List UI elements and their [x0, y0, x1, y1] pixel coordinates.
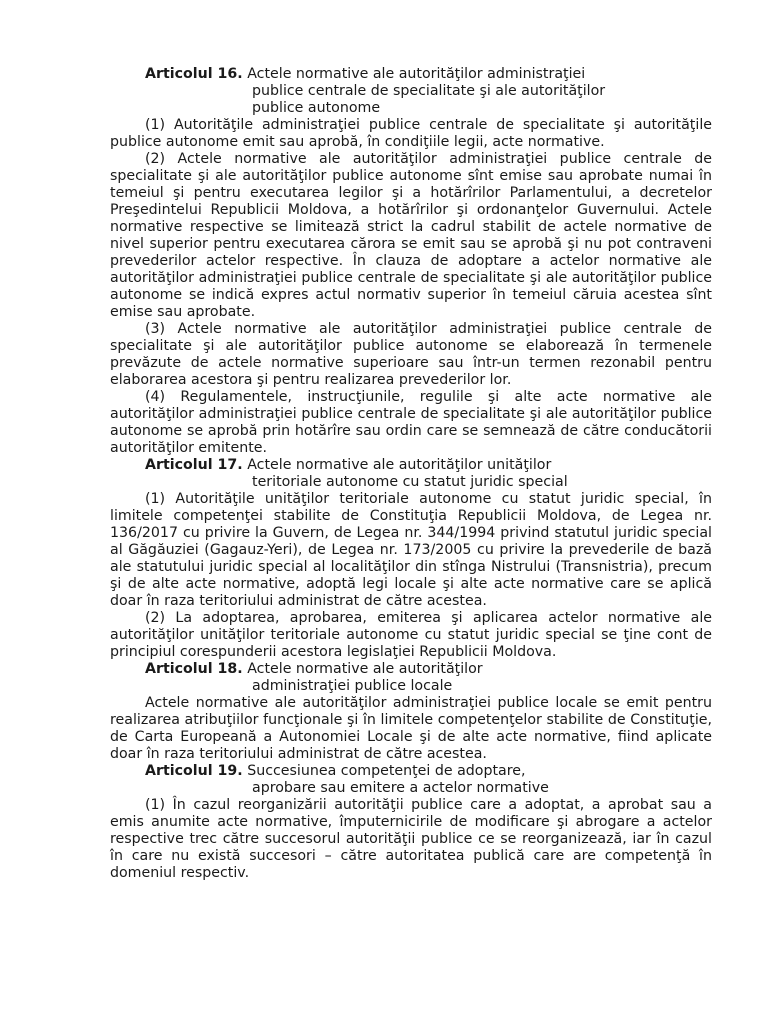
article-heading — [110, 66, 712, 83]
article-paragraph: (2) Actele normative ale autorităţilor administraţiei publice centrale de specialitate şi ale autorităţilor publice autonome sînt emise sau aprobate numai în temeiul şi pentru executarea legilor şi a hotărîrilor Parlamentului, a decretelor Preşedintelui Republicii Moldova, a hotărîrilor şi ordonanţelor Guvernului. Actele normative respective se limitează strict la cadrul stabilit de actele normative de nivel superior pentru executarea cărora se emit sau se aprobă şi nu pot contraveni prevederilor actelor respective. În clauza de adoptare a actelor normative ale autorităţilor administraţiei publice centrale de specialitate şi ale autorităţilor publice autonome se indică expres actul normativ superior în temeiul căruia acestea sînt emise sau aprobate. — [110, 151, 712, 320]
article-paragraph: (4) Regulamentele, instrucţiunile, regulile şi alte acte normative ale autorităţilor administraţiei publice centrale de specialitate şi ale autorităţilor publice autonome se aprobă prin hotărîre sau ordin care se semnează de către conducătorii autorităţilor emitente. — [110, 389, 712, 456]
article-title: Succesiunea competenţei de adoptare, — [247, 763, 526, 779]
article-heading — [110, 457, 712, 474]
article-title-continuation: publice centrale de specialitate şi ale autorităţilor — [252, 83, 606, 99]
article-section — [110, 66, 712, 457]
article-title-continuation: teritoriale autonome cu statut juridic special — [252, 474, 568, 490]
article-title-continuation: administraţiei publice locale — [252, 678, 453, 694]
article-heading — [110, 763, 712, 780]
article-section — [110, 661, 712, 763]
article-title: Actele normative ale autorităţilor — [247, 661, 483, 677]
article-section — [110, 763, 712, 882]
article-paragraph: Actele normative ale autorităţilor administraţiei publice locale se emit pentru realizarea atribuţiilor funcţionale şi în limitele competenţelor stabilite de Constituţie, de Carta Europeană a Autonomiei Locale şi de alte acte normative, fiind aplicate doar în raza teritoriului administrat de către acestea. — [110, 695, 712, 762]
article-number: Articolul 16. — [145, 66, 243, 82]
article-paragraph: (2) La adoptarea, aprobarea, emiterea şi aplicarea actelor normative ale autorităţilor unităţilor teritoriale autonome cu statut juridic special se ţine cont de principiul corespunderii acestora legislaţiei Republicii Moldova. — [110, 610, 712, 660]
article-paragraph: (1) Autorităţile administraţiei publice centrale de specialitate şi autorităţile publice autonome emit sau aprobă, în condiţiile legii, acte normative. — [110, 117, 712, 150]
article-title-continuation: publice autonome — [252, 100, 381, 116]
article-number: Articolul 18. — [145, 661, 243, 677]
document-body — [110, 66, 712, 882]
article-paragraph: (1) Autorităţile unităţilor teritoriale autonome cu statut juridic special, în limitele competenţei stabilite de Constituţia Republicii Moldova, de Legea nr. 136/2017 cu privire la Guvern, de Legea nr. 344/1994 privind statutul juridic special al Găgăuziei (Gagauz-Yeri), de Legea nr. 173/2005 cu privire la prevederile de bază ale statutului juridic special al localităţilor din stînga Nistrului (Transnistria), precum şi de alte acte normative, adoptă legi locale şi alte acte normative care se aplică doar în raza teritoriului administrat de către acestea. — [110, 491, 712, 609]
article-title: Actele normative ale autorităţilor administraţiei — [247, 66, 586, 82]
article-paragraph: (1) În cazul reorganizării autorităţii publice care a adoptat, a aprobat sau a emis anumite acte normative, împuternicirile de modificare şi abrogare a actelor respective trec către succesorul autorităţii publice ce se reorganizează, iar în cazul în care nu există succesori – către autoritatea publică care are competenţă în domeniul respectiv. — [110, 797, 712, 881]
article-heading — [110, 661, 712, 678]
article-title-continuation: aprobare sau emitere a actelor normative — [252, 780, 549, 796]
article-title: Actele normative ale autorităţilor unităţilor — [247, 457, 552, 473]
article-paragraph: (3) Actele normative ale autorităţilor administraţiei publice centrale de specialitate şi ale autorităţilor publice autonome se elaborează în termenele prevăzute de actele normative superioare sau într-un termen rezonabil pentru elaborarea acestora şi pentru realizarea prevederilor lor. — [110, 321, 712, 388]
article-section — [110, 457, 712, 661]
article-number: Articolul 19. — [145, 763, 243, 779]
article-number: Articolul 17. — [145, 457, 243, 473]
